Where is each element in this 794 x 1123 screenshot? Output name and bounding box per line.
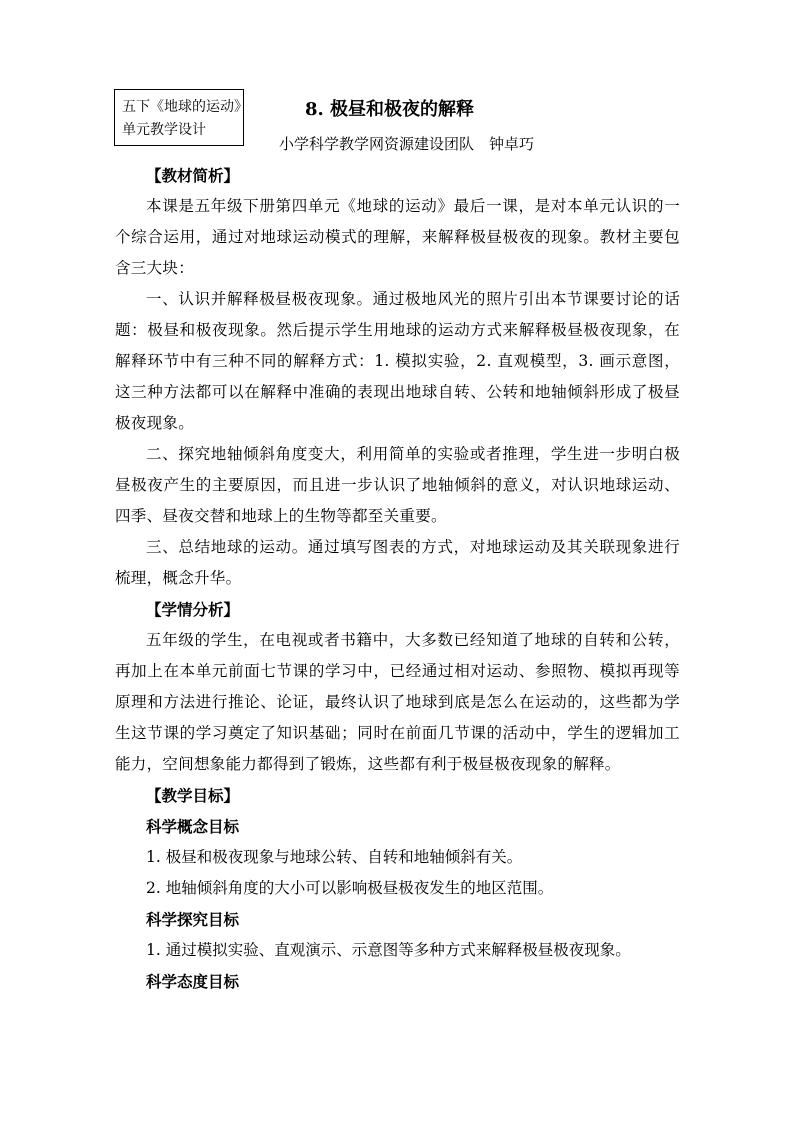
lesson-title: 8. 极昼和极夜的解释 xyxy=(305,99,475,120)
section-heading-students: 【学情分析】 xyxy=(146,600,240,619)
concept-goal-heading: 科学概念目标 xyxy=(146,817,240,836)
inquiry-goal-heading: 科学探究目标 xyxy=(146,910,240,929)
document-body xyxy=(115,160,680,997)
unit-label-line2: 单元教学设计 xyxy=(122,122,206,138)
unit-label-box xyxy=(114,89,248,146)
concept-goal-item-1: 1. 极昼和极夜现象与地球公转、自转和地轴倾斜有关。 xyxy=(146,848,523,866)
material-paragraph-2: 一、认识并解释极昼极夜现象。通过极地风光的照片引出本节课要讨论的话题：极昼和极夜现象。然后提示学生用地球的运动方式来解释极昼极夜现象，在解释环节中有三种不同的解释方式：1. 模拟实验，2. 直观模型，3. 画示意图，这三种方法都可以在解释中准确的表现出地球自转、公转和地轴倾斜形成了极昼极夜现象。 xyxy=(115,290,680,432)
concept-goal-item-2: 2. 地轴倾斜角度的大小可以影响极昼极夜发生的地区范围。 xyxy=(146,879,554,897)
section-heading-goals: 【教学目标】 xyxy=(146,786,240,805)
unit-label-line1: 五下《地球的运动》 xyxy=(122,99,248,115)
attitude-goal-heading: 科学态度目标 xyxy=(146,972,240,991)
students-paragraph-1: 五年级的学生，在电视或者书籍中，大多数已经知道了地球的自转和公转，再加上在本单元前面七节课的学习中，已经通过相对运动、参照物、模拟再现等原理和方法进行推论、论证，最终认识了地球到底是怎么在运动的，这些都为学生这节课的学习奠定了知识基础；同时在前面几节课的活动中，学生的逻辑加工能力，空间想象能力都得到了锻炼，这些都有利于极昼极夜现象的解释。 xyxy=(115,631,680,773)
inquiry-goal-item-1: 1. 通过模拟实验、直观演示、示意图等多种方式来解释极昼极夜现象。 xyxy=(146,941,631,959)
material-paragraph-4: 三、总结地球的运动。通过填写图表的方式，对地球运动及其关联现象进行梳理，概念升华。 xyxy=(115,538,680,587)
material-paragraph-3: 二、探究地轴倾斜角度变大，利用简单的实验或者推理，学生进一步明白极昼极夜产生的主要原因，而且进一步认识了地轴倾斜的意义，对认识地球运动、四季、昼夜交替和地球上的生物等都至关重要。 xyxy=(115,445,680,525)
material-paragraph-1: 本课是五年级下册第四单元《地球的运动》最后一课，是对本单元认识的一个综合运用，通过对地球运动模式的理解，来解释极昼极夜的现象。教材主要包含三大块： xyxy=(115,197,680,277)
section-heading-material: 【教材简析】 xyxy=(146,166,240,185)
author-line: 小学科学教学网资源建设团队 钟卓巧 xyxy=(279,135,535,153)
